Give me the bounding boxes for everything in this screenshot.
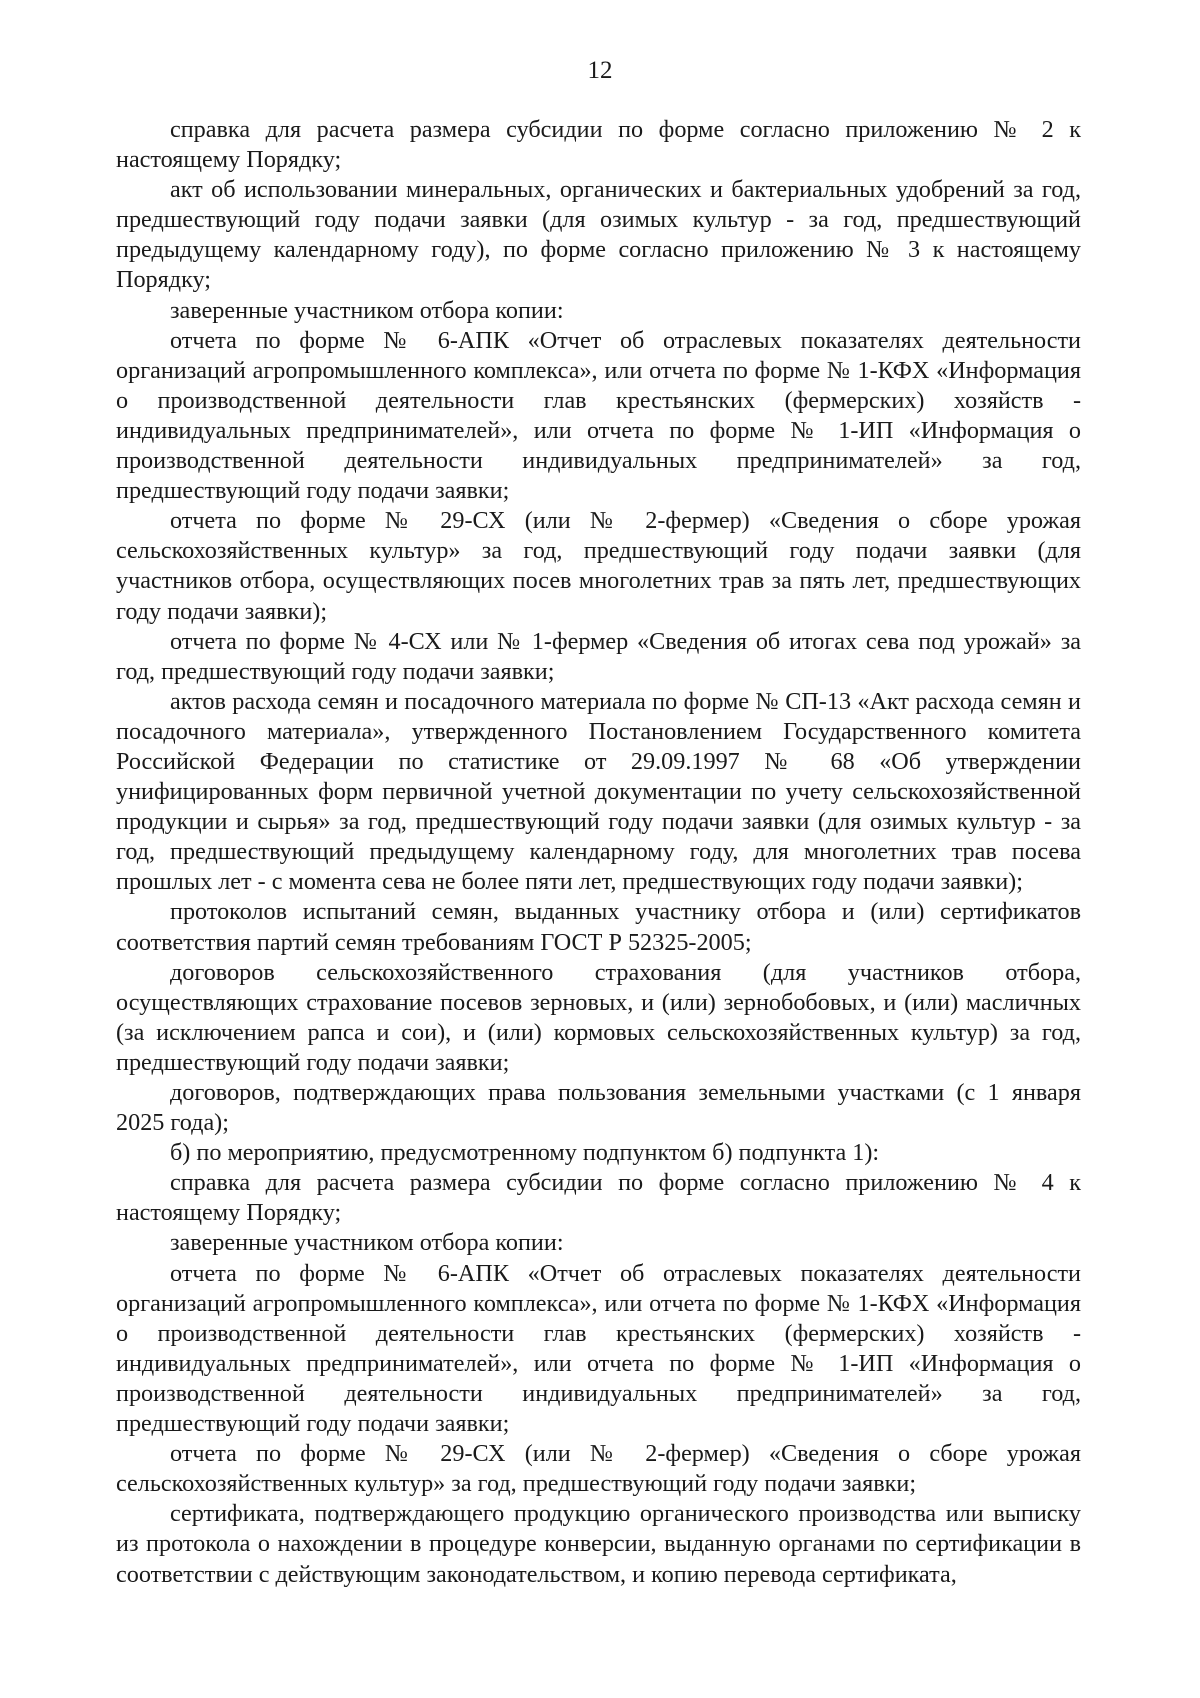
paragraph: отчета по форме № 4-СХ или № 1-фермер «Сведения об итогах сева под урожай» за год, предшествующий году подачи заявки; <box>116 627 1081 685</box>
paragraph: сертификата, подтверждающего продукцию органического производства или выписку из протокола о нахождении в процедуре конверсии, выданную органами по сертификации в соответствии с действующим законодательством, и копию перевода сертификата, <box>116 1500 1081 1588</box>
paragraph: заверенные участником отбора копии: <box>170 296 564 324</box>
paragraph: б) по мероприятию, предусмотренному подпунктом б) подпункта 1): <box>170 1139 880 1167</box>
document-body <box>116 115 1081 1590</box>
paragraph: справка для расчета размера субсидии по форме согласно приложению № 2 к настоящему Порядку; <box>116 116 1081 174</box>
paragraph: отчета по форме № 29-СХ (или № 2-фермер) «Сведения о сборе урожая сельскохозяйственных культур» за год, предшествующий году подачи заявки (для участников отбора, осуществляющих посев многолетних трав за пять лет, предшествующих году подачи заявки); <box>116 507 1081 625</box>
page-number: 12 <box>587 57 613 84</box>
paragraph: отчета по форме № 6-АПК «Отчет об отраслевых показателях деятельности организаций агропромышленного комплекса», или отчета по форме № 1-КФХ «Информация о производственной деятельности глав крестьянских (фермерских) хозяйств - индивидуальных предпринимателей», или отчета по форме № 1-ИП «Информация о производственной деятельности индивидуальных предпринимателей» за год, предшествующий году подачи заявки; <box>116 1259 1081 1438</box>
paragraph: договоров сельскохозяйственного страхования (для участников отбора, осуществляющих страхование посевов зерновых, и (или) зернобобовых, и (или) масличных (за исключением рапса и сои), и (или) кормовых сельскохозяйственных культур) за год, предшествующий году подачи заявки; <box>116 958 1081 1076</box>
paragraph: отчета по форме № 29-СХ (или № 2-фермер) «Сведения о сборе урожая сельскохозяйственных культур» за год, предшествующий году подачи заявки; <box>116 1440 1081 1498</box>
paragraph: справка для расчета размера субсидии по форме согласно приложению № 4 к настоящему Порядку; <box>116 1169 1081 1227</box>
paragraph: протоколов испытаний семян, выданных участнику отбора и (или) сертификатов соответствия партий семян требованиям ГОСТ Р 52325-2005; <box>116 898 1081 956</box>
paragraph: отчета по форме № 6-АПК «Отчет об отраслевых показателях деятельности организаций агропромышленного комплекса», или отчета по форме № 1-КФХ «Информация о производственной деятельности глав крестьянских (фермерских) хозяйств - индивидуальных предпринимателей», или отчета по форме № 1-ИП «Информация о производственной деятельности индивидуальных предпринимателей» за год, предшествующий году подачи заявки; <box>116 326 1081 505</box>
paragraph: актов расхода семян и посадочного материала по форме № СП-13 «Акт расхода семян и посадочного материала», утвержденного Постановлением Государственного комитета Российской Федерации по статистике от 29.09.1997 № 68 «Об утверждении унифицированных форм первичной учетной документации по учету сельскохозяйственной продукции и сырья» за год, предшествующий году подачи заявки (для озимых культур - за год, предшествующий предыдущему календарному году, для многолетних трав посева прошлых лет - с момента сева не более пяти лет, предшествующих году подачи заявки); <box>116 687 1081 896</box>
paragraph: акт об использовании минеральных, органических и бактериальных удобрений за год, предшествующий году подачи заявки (для озимых культур - за год, предшествующий предыдущему календарному году), по форме согласно приложению № 3 к настоящему Порядку; <box>116 176 1081 294</box>
paragraph: заверенные участником отбора копии: <box>170 1229 564 1257</box>
paragraph: договоров, подтверждающих права пользования земельными участками (с 1 января 2025 года); <box>116 1079 1081 1137</box>
